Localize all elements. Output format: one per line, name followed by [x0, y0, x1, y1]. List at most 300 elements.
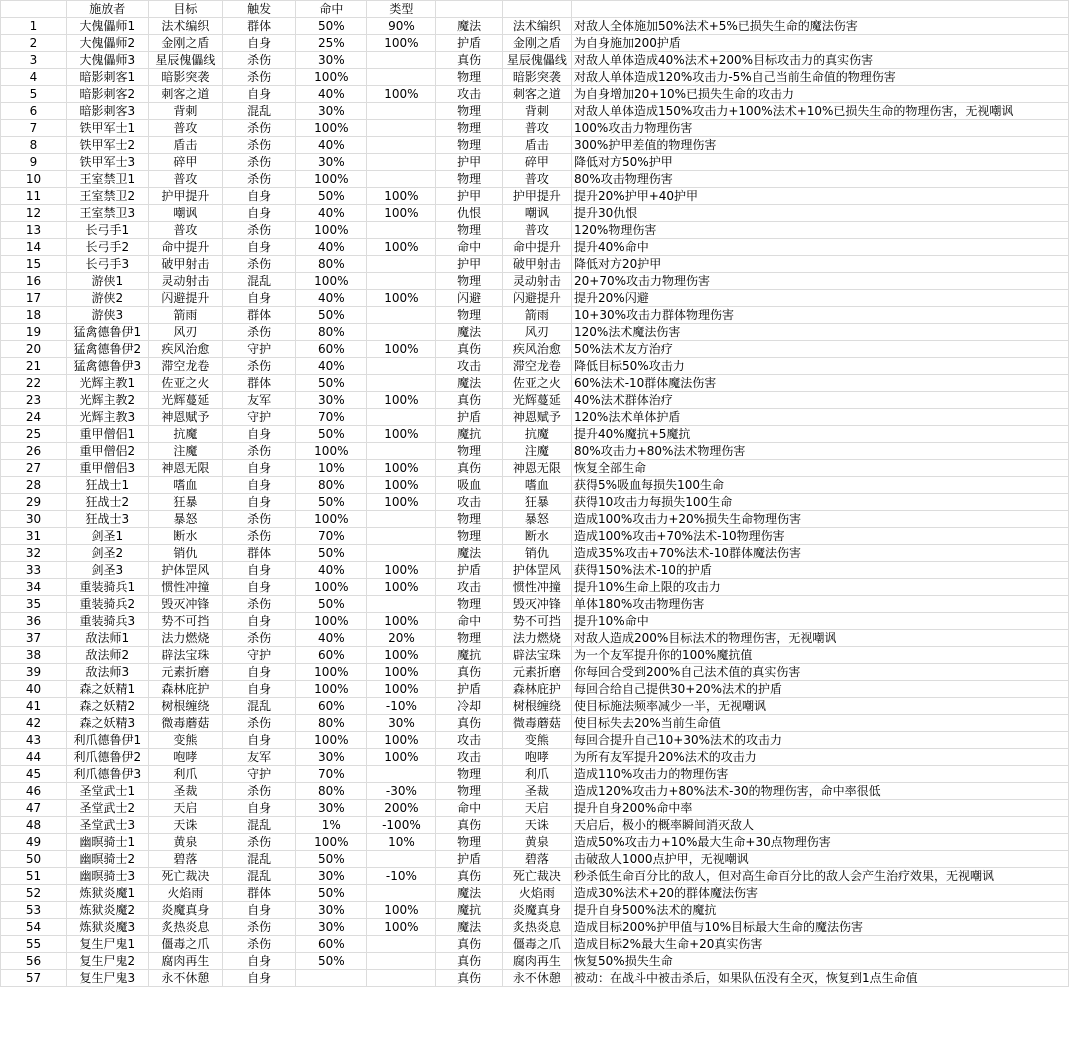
- skill-name-cell[interactable]: 永不休憩: [148, 970, 223, 987]
- skill-name-cell[interactable]: 死亡裁决: [148, 868, 223, 885]
- trigger-cell[interactable]: 50%: [296, 426, 367, 443]
- skill-cell[interactable]: 滞空龙卷: [502, 358, 571, 375]
- type-cell[interactable]: 吸血: [436, 477, 502, 494]
- target-cell[interactable]: 混乱: [223, 851, 296, 868]
- trigger-cell[interactable]: 80%: [296, 477, 367, 494]
- hit-cell[interactable]: [367, 409, 436, 426]
- skill-name-cell[interactable]: 护甲提升: [148, 188, 223, 205]
- row-number-cell[interactable]: 35: [1, 596, 67, 613]
- description-cell[interactable]: 对敌人造成200%目标法术的物理伤害，无视嘲讽: [572, 630, 1069, 647]
- type-cell[interactable]: 魔法: [436, 919, 502, 936]
- target-cell[interactable]: 杀伤: [223, 120, 296, 137]
- skill-name-cell[interactable]: 火焰雨: [148, 885, 223, 902]
- row-number-cell[interactable]: 54: [1, 919, 67, 936]
- type-cell[interactable]: 真伤: [436, 970, 502, 987]
- row-number-cell[interactable]: 39: [1, 664, 67, 681]
- trigger-cell[interactable]: 25%: [296, 35, 367, 52]
- header-cell-type[interactable]: 类型: [367, 1, 436, 18]
- caster-cell[interactable]: 暗影刺客1: [66, 69, 148, 86]
- trigger-cell[interactable]: 40%: [296, 290, 367, 307]
- skill-name-cell[interactable]: 碎甲: [148, 154, 223, 171]
- hit-cell[interactable]: -10%: [367, 868, 436, 885]
- target-cell[interactable]: 友军: [223, 392, 296, 409]
- skill-name-cell[interactable]: 灵动射击: [148, 273, 223, 290]
- description-cell[interactable]: 造成30%法术+20的群体魔法伤害: [572, 885, 1069, 902]
- hit-cell[interactable]: 100%: [367, 749, 436, 766]
- hit-cell[interactable]: 100%: [367, 205, 436, 222]
- skill-cell[interactable]: 天启: [502, 800, 571, 817]
- skill-cell[interactable]: 碧落: [502, 851, 571, 868]
- description-cell[interactable]: 降低对方50%护甲: [572, 154, 1069, 171]
- description-cell[interactable]: 造成100%攻击+70%法术-10物理伤害: [572, 528, 1069, 545]
- caster-cell[interactable]: 重甲僧侣2: [66, 443, 148, 460]
- trigger-cell[interactable]: 60%: [296, 341, 367, 358]
- hit-cell[interactable]: 100%: [367, 341, 436, 358]
- caster-cell[interactable]: 圣堂武士3: [66, 817, 148, 834]
- hit-cell[interactable]: [367, 273, 436, 290]
- skill-cell[interactable]: 神恩无限: [502, 460, 571, 477]
- target-cell[interactable]: 混乱: [223, 273, 296, 290]
- hit-cell[interactable]: 10%: [367, 834, 436, 851]
- target-cell[interactable]: 守护: [223, 409, 296, 426]
- caster-cell[interactable]: 重装骑兵2: [66, 596, 148, 613]
- header-cell-caster[interactable]: 施放者: [66, 1, 148, 18]
- skill-cell[interactable]: 神恩赋予: [502, 409, 571, 426]
- row-number-cell[interactable]: 13: [1, 222, 67, 239]
- skill-cell[interactable]: 星辰傀儡线: [502, 52, 571, 69]
- row-number-cell[interactable]: 42: [1, 715, 67, 732]
- description-cell[interactable]: 恢复50%损失生命: [572, 953, 1069, 970]
- target-cell[interactable]: 自身: [223, 35, 296, 52]
- row-number-cell[interactable]: 30: [1, 511, 67, 528]
- target-cell[interactable]: 自身: [223, 460, 296, 477]
- target-cell[interactable]: 自身: [223, 290, 296, 307]
- caster-cell[interactable]: 炼狱炎魔2: [66, 902, 148, 919]
- caster-cell[interactable]: 铁甲军士2: [66, 137, 148, 154]
- trigger-cell[interactable]: 100%: [296, 681, 367, 698]
- row-number-cell[interactable]: 27: [1, 460, 67, 477]
- type-cell[interactable]: 魔法: [436, 18, 502, 35]
- type-cell[interactable]: 物理: [436, 307, 502, 324]
- caster-cell[interactable]: 王室禁卫2: [66, 188, 148, 205]
- description-cell[interactable]: 提升40%魔抗+5魔抗: [572, 426, 1069, 443]
- description-cell[interactable]: 提升10%生命上限的攻击力: [572, 579, 1069, 596]
- type-cell[interactable]: 护甲: [436, 154, 502, 171]
- hit-cell[interactable]: [367, 358, 436, 375]
- target-cell[interactable]: 守护: [223, 341, 296, 358]
- type-cell[interactable]: 真伤: [436, 664, 502, 681]
- trigger-cell[interactable]: 80%: [296, 256, 367, 273]
- type-cell[interactable]: 命中: [436, 800, 502, 817]
- skill-name-cell[interactable]: 咆哮: [148, 749, 223, 766]
- skill-name-cell[interactable]: 神恩无限: [148, 460, 223, 477]
- skill-cell[interactable]: 圣裁: [502, 783, 571, 800]
- caster-cell[interactable]: 重装骑兵1: [66, 579, 148, 596]
- caster-cell[interactable]: 王室禁卫1: [66, 171, 148, 188]
- description-cell[interactable]: 提升自身200%命中率: [572, 800, 1069, 817]
- hit-cell[interactable]: 100%: [367, 562, 436, 579]
- trigger-cell[interactable]: 100%: [296, 664, 367, 681]
- description-cell[interactable]: 每回合给自己提供30+20%法术的护盾: [572, 681, 1069, 698]
- hit-cell[interactable]: [367, 324, 436, 341]
- target-cell[interactable]: 杀伤: [223, 919, 296, 936]
- trigger-cell[interactable]: 50%: [296, 596, 367, 613]
- skill-cell[interactable]: 嗜血: [502, 477, 571, 494]
- description-cell[interactable]: 造成100%攻击力+20%损失生命物理伤害: [572, 511, 1069, 528]
- description-cell[interactable]: 提升20%闪避: [572, 290, 1069, 307]
- type-cell[interactable]: 魔法: [436, 375, 502, 392]
- skill-name-cell[interactable]: 普攻: [148, 171, 223, 188]
- type-cell[interactable]: 仇恨: [436, 205, 502, 222]
- row-number-cell[interactable]: 19: [1, 324, 67, 341]
- skill-name-cell[interactable]: 刺客之道: [148, 86, 223, 103]
- caster-cell[interactable]: 敌法师2: [66, 647, 148, 664]
- skill-cell[interactable]: 光辉蔓延: [502, 392, 571, 409]
- row-number-cell[interactable]: 31: [1, 528, 67, 545]
- description-cell[interactable]: 120%法术魔法伤害: [572, 324, 1069, 341]
- type-cell[interactable]: 真伤: [436, 936, 502, 953]
- description-cell[interactable]: 击破敌人1000点护甲，无视嘲讽: [572, 851, 1069, 868]
- skill-cell[interactable]: 普攻: [502, 222, 571, 239]
- row-number-cell[interactable]: 51: [1, 868, 67, 885]
- trigger-cell[interactable]: 100%: [296, 273, 367, 290]
- trigger-cell[interactable]: 70%: [296, 528, 367, 545]
- skill-name-cell[interactable]: 箭雨: [148, 307, 223, 324]
- hit-cell[interactable]: 90%: [367, 18, 436, 35]
- hit-cell[interactable]: 30%: [367, 715, 436, 732]
- trigger-cell[interactable]: 100%: [296, 120, 367, 137]
- caster-cell[interactable]: 圣堂武士1: [66, 783, 148, 800]
- skill-name-cell[interactable]: 僵毒之爪: [148, 936, 223, 953]
- trigger-cell[interactable]: 100%: [296, 69, 367, 86]
- type-cell[interactable]: 物理: [436, 443, 502, 460]
- skill-name-cell[interactable]: 变熊: [148, 732, 223, 749]
- row-number-cell[interactable]: 11: [1, 188, 67, 205]
- caster-cell[interactable]: 利爪德鲁伊3: [66, 766, 148, 783]
- type-cell[interactable]: 真伤: [436, 953, 502, 970]
- hit-cell[interactable]: [367, 953, 436, 970]
- target-cell[interactable]: 混乱: [223, 868, 296, 885]
- description-cell[interactable]: 提升30仇恨: [572, 205, 1069, 222]
- hit-cell[interactable]: 100%: [367, 188, 436, 205]
- target-cell[interactable]: 群体: [223, 18, 296, 35]
- skill-cell[interactable]: 佐亚之火: [502, 375, 571, 392]
- row-number-cell[interactable]: 34: [1, 579, 67, 596]
- row-number-cell[interactable]: 36: [1, 613, 67, 630]
- type-cell[interactable]: 物理: [436, 137, 502, 154]
- caster-cell[interactable]: 森之妖精2: [66, 698, 148, 715]
- skill-name-cell[interactable]: 金刚之盾: [148, 35, 223, 52]
- caster-cell[interactable]: 游侠3: [66, 307, 148, 324]
- type-cell[interactable]: 物理: [436, 766, 502, 783]
- type-cell[interactable]: 物理: [436, 120, 502, 137]
- caster-cell[interactable]: 重甲僧侣3: [66, 460, 148, 477]
- hit-cell[interactable]: [367, 120, 436, 137]
- trigger-cell[interactable]: 50%: [296, 953, 367, 970]
- skill-name-cell[interactable]: 微毒蘑菇: [148, 715, 223, 732]
- hit-cell[interactable]: [367, 52, 436, 69]
- description-cell[interactable]: 获得5%吸血每损失100生命: [572, 477, 1069, 494]
- skill-cell[interactable]: 风刃: [502, 324, 571, 341]
- skill-cell[interactable]: 咆哮: [502, 749, 571, 766]
- caster-cell[interactable]: 猛禽德鲁伊1: [66, 324, 148, 341]
- trigger-cell[interactable]: 30%: [296, 749, 367, 766]
- description-cell[interactable]: 每回合提升自己10+30%法术的攻击力: [572, 732, 1069, 749]
- skill-name-cell[interactable]: 利爪: [148, 766, 223, 783]
- type-cell[interactable]: 物理: [436, 596, 502, 613]
- description-cell[interactable]: 单体180%攻击物理伤害: [572, 596, 1069, 613]
- caster-cell[interactable]: 长弓手3: [66, 256, 148, 273]
- skill-name-cell[interactable]: 天启: [148, 800, 223, 817]
- row-number-cell[interactable]: 1: [1, 18, 67, 35]
- target-cell[interactable]: 自身: [223, 902, 296, 919]
- caster-cell[interactable]: 利爪德鲁伊1: [66, 732, 148, 749]
- type-cell[interactable]: 闪避: [436, 290, 502, 307]
- header-cell-hit[interactable]: 命中: [296, 1, 367, 18]
- trigger-cell[interactable]: 100%: [296, 579, 367, 596]
- description-cell[interactable]: 为自身增加20+10%已损失生命的攻击力: [572, 86, 1069, 103]
- type-cell[interactable]: 物理: [436, 103, 502, 120]
- caster-cell[interactable]: 敌法师1: [66, 630, 148, 647]
- description-cell[interactable]: 80%攻击物理伤害: [572, 171, 1069, 188]
- target-cell[interactable]: 自身: [223, 86, 296, 103]
- trigger-cell[interactable]: 40%: [296, 86, 367, 103]
- row-number-cell[interactable]: 14: [1, 239, 67, 256]
- target-cell[interactable]: 杀伤: [223, 630, 296, 647]
- description-cell[interactable]: 120%物理伤害: [572, 222, 1069, 239]
- description-cell[interactable]: 为自身施加200护盾: [572, 35, 1069, 52]
- row-number-cell[interactable]: 57: [1, 970, 67, 987]
- target-cell[interactable]: 自身: [223, 681, 296, 698]
- type-cell[interactable]: 护盾: [436, 851, 502, 868]
- type-cell[interactable]: 物理: [436, 171, 502, 188]
- row-number-cell[interactable]: 46: [1, 783, 67, 800]
- type-cell[interactable]: 护盾: [436, 35, 502, 52]
- trigger-cell[interactable]: 40%: [296, 562, 367, 579]
- row-number-cell[interactable]: 32: [1, 545, 67, 562]
- trigger-cell[interactable]: [296, 970, 367, 987]
- skill-name-cell[interactable]: 天诛: [148, 817, 223, 834]
- trigger-cell[interactable]: 40%: [296, 137, 367, 154]
- skill-name-cell[interactable]: 炎魔真身: [148, 902, 223, 919]
- caster-cell[interactable]: 重甲僧侣1: [66, 426, 148, 443]
- skill-cell[interactable]: 闪避提升: [502, 290, 571, 307]
- caster-cell[interactable]: 剑圣2: [66, 545, 148, 562]
- description-cell[interactable]: 60%法术-10群体魔法伤害: [572, 375, 1069, 392]
- skill-name-cell[interactable]: 普攻: [148, 222, 223, 239]
- target-cell[interactable]: 杀伤: [223, 171, 296, 188]
- hit-cell[interactable]: [367, 307, 436, 324]
- description-cell[interactable]: 你每回合受到200%自己法术值的真实伤害: [572, 664, 1069, 681]
- type-cell[interactable]: 物理: [436, 783, 502, 800]
- skill-cell[interactable]: 普攻: [502, 120, 571, 137]
- target-cell[interactable]: 群体: [223, 307, 296, 324]
- target-cell[interactable]: 杀伤: [223, 834, 296, 851]
- hit-cell[interactable]: [367, 596, 436, 613]
- description-cell[interactable]: 50%法术友方治疗: [572, 341, 1069, 358]
- trigger-cell[interactable]: 30%: [296, 154, 367, 171]
- skill-name-cell[interactable]: 背刺: [148, 103, 223, 120]
- skill-cell[interactable]: 疾风治愈: [502, 341, 571, 358]
- hit-cell[interactable]: [367, 936, 436, 953]
- hit-cell[interactable]: 100%: [367, 902, 436, 919]
- target-cell[interactable]: 群体: [223, 545, 296, 562]
- trigger-cell[interactable]: 30%: [296, 392, 367, 409]
- description-cell[interactable]: 降低对方20护甲: [572, 256, 1069, 273]
- caster-cell[interactable]: 光辉主教1: [66, 375, 148, 392]
- skill-cell[interactable]: 护甲提升: [502, 188, 571, 205]
- description-cell[interactable]: 40%法术群体治疗: [572, 392, 1069, 409]
- row-number-cell[interactable]: 44: [1, 749, 67, 766]
- caster-cell[interactable]: 光辉主教3: [66, 409, 148, 426]
- hit-cell[interactable]: [367, 69, 436, 86]
- hit-cell[interactable]: -100%: [367, 817, 436, 834]
- target-cell[interactable]: 自身: [223, 613, 296, 630]
- skill-name-cell[interactable]: 破甲射击: [148, 256, 223, 273]
- row-number-cell[interactable]: 40: [1, 681, 67, 698]
- skill-name-cell[interactable]: 护体罡风: [148, 562, 223, 579]
- type-cell[interactable]: 护甲: [436, 256, 502, 273]
- type-cell[interactable]: 护盾: [436, 562, 502, 579]
- description-cell[interactable]: 对敌人单体造成120%攻击力-5%自己当前生命值的物理伤害: [572, 69, 1069, 86]
- trigger-cell[interactable]: 50%: [296, 851, 367, 868]
- description-cell[interactable]: 获得10攻击力每损失100生命: [572, 494, 1069, 511]
- caster-cell[interactable]: 光辉主教2: [66, 392, 148, 409]
- description-cell[interactable]: 造成120%攻击力+80%法术-30的物理伤害，命中率很低: [572, 783, 1069, 800]
- trigger-cell[interactable]: 50%: [296, 494, 367, 511]
- caster-cell[interactable]: 炼狱炎魔1: [66, 885, 148, 902]
- target-cell[interactable]: 自身: [223, 664, 296, 681]
- hit-cell[interactable]: 100%: [367, 664, 436, 681]
- skill-name-cell[interactable]: 滞空龙卷: [148, 358, 223, 375]
- skill-cell[interactable]: 断水: [502, 528, 571, 545]
- skill-name-cell[interactable]: 暗影突袭: [148, 69, 223, 86]
- skill-cell[interactable]: 毁灭冲锋: [502, 596, 571, 613]
- target-cell[interactable]: 杀伤: [223, 324, 296, 341]
- target-cell[interactable]: 杀伤: [223, 137, 296, 154]
- hit-cell[interactable]: 100%: [367, 681, 436, 698]
- type-cell[interactable]: 攻击: [436, 749, 502, 766]
- trigger-cell[interactable]: 50%: [296, 18, 367, 35]
- trigger-cell[interactable]: 100%: [296, 443, 367, 460]
- target-cell[interactable]: 守护: [223, 766, 296, 783]
- skill-cell[interactable]: 死亡裁决: [502, 868, 571, 885]
- skill-cell[interactable]: 微毒蘑菇: [502, 715, 571, 732]
- target-cell[interactable]: 杀伤: [223, 358, 296, 375]
- skill-name-cell[interactable]: 注魔: [148, 443, 223, 460]
- skill-cell[interactable]: 天诛: [502, 817, 571, 834]
- description-cell[interactable]: 降低目标50%攻击力: [572, 358, 1069, 375]
- row-number-cell[interactable]: 45: [1, 766, 67, 783]
- row-number-cell[interactable]: 18: [1, 307, 67, 324]
- hit-cell[interactable]: [367, 545, 436, 562]
- skill-cell[interactable]: 暴怒: [502, 511, 571, 528]
- skill-cell[interactable]: 黄泉: [502, 834, 571, 851]
- row-number-cell[interactable]: 29: [1, 494, 67, 511]
- target-cell[interactable]: 自身: [223, 426, 296, 443]
- skill-cell[interactable]: 惯性冲撞: [502, 579, 571, 596]
- row-number-cell[interactable]: 3: [1, 52, 67, 69]
- hit-cell[interactable]: 100%: [367, 239, 436, 256]
- type-cell[interactable]: 物理: [436, 273, 502, 290]
- target-cell[interactable]: 杀伤: [223, 443, 296, 460]
- skill-name-cell[interactable]: 黄泉: [148, 834, 223, 851]
- skill-name-cell[interactable]: 碧落: [148, 851, 223, 868]
- hit-cell[interactable]: 100%: [367, 919, 436, 936]
- skill-name-cell[interactable]: 盾击: [148, 137, 223, 154]
- type-cell[interactable]: 物理: [436, 511, 502, 528]
- target-cell[interactable]: 混乱: [223, 698, 296, 715]
- description-cell[interactable]: 为所有友军提升20%法术的攻击力: [572, 749, 1069, 766]
- caster-cell[interactable]: 铁甲军士3: [66, 154, 148, 171]
- target-cell[interactable]: 混乱: [223, 817, 296, 834]
- row-number-cell[interactable]: 52: [1, 885, 67, 902]
- hit-cell[interactable]: [367, 171, 436, 188]
- skill-name-cell[interactable]: 神恩赋予: [148, 409, 223, 426]
- hit-cell[interactable]: -30%: [367, 783, 436, 800]
- skill-name-cell[interactable]: 光辉蔓延: [148, 392, 223, 409]
- skill-cell[interactable]: 刺客之道: [502, 86, 571, 103]
- description-cell[interactable]: 造成35%攻击+70%法术-10群体魔法伤害: [572, 545, 1069, 562]
- caster-cell[interactable]: 大傀儡师1: [66, 18, 148, 35]
- skill-name-cell[interactable]: 暴怒: [148, 511, 223, 528]
- skill-cell[interactable]: 嘲讽: [502, 205, 571, 222]
- trigger-cell[interactable]: 80%: [296, 715, 367, 732]
- target-cell[interactable]: 自身: [223, 188, 296, 205]
- skill-name-cell[interactable]: 法术编织: [148, 18, 223, 35]
- target-cell[interactable]: 杀伤: [223, 715, 296, 732]
- type-cell[interactable]: 真伤: [436, 341, 502, 358]
- hit-cell[interactable]: 100%: [367, 647, 436, 664]
- target-cell[interactable]: 自身: [223, 477, 296, 494]
- hit-cell[interactable]: [367, 970, 436, 987]
- trigger-cell[interactable]: 80%: [296, 324, 367, 341]
- skill-cell[interactable]: 抗魔: [502, 426, 571, 443]
- caster-cell[interactable]: 剑圣3: [66, 562, 148, 579]
- hit-cell[interactable]: 100%: [367, 460, 436, 477]
- skill-cell[interactable]: 销仇: [502, 545, 571, 562]
- type-cell[interactable]: 护盾: [436, 681, 502, 698]
- type-cell[interactable]: 物理: [436, 69, 502, 86]
- target-cell[interactable]: 自身: [223, 579, 296, 596]
- skill-name-cell[interactable]: 树根缠绕: [148, 698, 223, 715]
- type-cell[interactable]: 魔抗: [436, 426, 502, 443]
- hit-cell[interactable]: 100%: [367, 35, 436, 52]
- type-cell[interactable]: 真伤: [436, 392, 502, 409]
- skill-cell[interactable]: 注魔: [502, 443, 571, 460]
- type-cell[interactable]: 攻击: [436, 732, 502, 749]
- description-cell[interactable]: 造成目标2%最大生命+20真实伤害: [572, 936, 1069, 953]
- trigger-cell[interactable]: 30%: [296, 868, 367, 885]
- skill-cell[interactable]: 炙热炎息: [502, 919, 571, 936]
- hit-cell[interactable]: 100%: [367, 426, 436, 443]
- row-number-cell[interactable]: 15: [1, 256, 67, 273]
- hit-cell[interactable]: 20%: [367, 630, 436, 647]
- row-number-cell[interactable]: 21: [1, 358, 67, 375]
- target-cell[interactable]: 杀伤: [223, 222, 296, 239]
- description-cell[interactable]: 120%法术单体护盾: [572, 409, 1069, 426]
- trigger-cell[interactable]: 70%: [296, 409, 367, 426]
- target-cell[interactable]: 自身: [223, 800, 296, 817]
- hit-cell[interactable]: [367, 885, 436, 902]
- trigger-cell[interactable]: 80%: [296, 783, 367, 800]
- description-cell[interactable]: 提升20%护甲+40护甲: [572, 188, 1069, 205]
- caster-cell[interactable]: 圣堂武士2: [66, 800, 148, 817]
- skill-cell[interactable]: 永不休憩: [502, 970, 571, 987]
- caster-cell[interactable]: 长弓手2: [66, 239, 148, 256]
- caster-cell[interactable]: 猛禽德鲁伊2: [66, 341, 148, 358]
- type-cell[interactable]: 攻击: [436, 494, 502, 511]
